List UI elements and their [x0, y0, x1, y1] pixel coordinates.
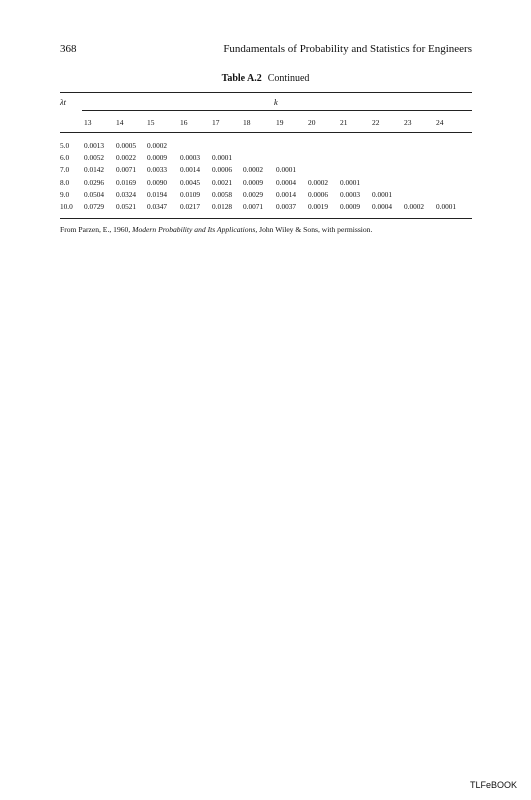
footnote-book-title: Modern Probability and Its Applications [132, 225, 256, 234]
probability-cell: 0.0002 [243, 165, 264, 175]
column-header-k: 24 [436, 118, 444, 127]
table-top-rule [60, 92, 472, 93]
probability-cell: 0.0002 [147, 141, 168, 150]
probability-cell: 0.0296 [84, 177, 105, 187]
probability-cell: 0.0001 [212, 153, 233, 163]
probability-cell: 0.0029 [243, 189, 264, 199]
probability-cell: 0.0009 [340, 202, 361, 211]
column-header-k: 15 [147, 118, 155, 127]
probability-cell: 0.0090 [147, 177, 168, 187]
probability-cell: 0.0052 [84, 153, 105, 163]
footnote-prefix: From Parzen, E., 1960, [60, 225, 133, 234]
column-header-k: 22 [372, 118, 380, 127]
column-header-k: 16 [180, 118, 188, 127]
row-header-label: λt [60, 97, 67, 107]
column-header-k: 23 [404, 118, 412, 127]
table-bottom-rule [60, 218, 472, 219]
probability-cell: 0.0521 [116, 202, 137, 211]
running-head: Fundamentals of Probability and Statistics for Engineers [223, 43, 472, 55]
source-footnote [60, 225, 372, 234]
table-caption [0, 73, 531, 84]
probability-cell: 0.0217 [180, 202, 201, 211]
probability-cell: 0.0045 [180, 177, 201, 187]
probability-cell: 0.0004 [372, 202, 393, 211]
footnote-suffix: , John Wiley & Sons, with permission. [255, 225, 373, 234]
probability-cell: 0.0033 [147, 165, 168, 175]
row-lambda-value: 8.0 [60, 177, 70, 187]
probability-cell: 0.0003 [340, 189, 361, 199]
row-lambda-value: 7.0 [60, 165, 70, 175]
page-number: 368 [60, 43, 77, 55]
probability-cell: 0.0071 [243, 202, 264, 211]
row-lambda-value: 10.0 [60, 202, 73, 211]
probability-cell: 0.0729 [84, 202, 105, 211]
column-header-k: 18 [243, 118, 251, 127]
probability-cell: 0.0169 [116, 177, 137, 187]
probability-cell: 0.0009 [243, 177, 264, 187]
column-header-k: 21 [340, 118, 348, 127]
column-group-label: k [274, 97, 278, 107]
probability-cell: 0.0142 [84, 165, 105, 175]
table-continuation: Continued [267, 73, 310, 84]
probability-cell: 0.0001 [372, 189, 393, 199]
row-lambda-value: 6.0 [60, 153, 70, 163]
row-lambda-value: 9.0 [60, 189, 70, 199]
probability-cell: 0.0014 [276, 189, 297, 199]
probability-cell: 0.0006 [308, 189, 329, 199]
probability-cell: 0.0004 [276, 177, 297, 187]
probability-cell: 0.0128 [212, 202, 233, 211]
column-header-k: 19 [276, 118, 284, 127]
probability-cell: 0.0058 [212, 189, 233, 199]
table-label: Table A.2 [221, 73, 262, 84]
probability-cell: 0.0003 [180, 153, 201, 163]
probability-cell: 0.0013 [84, 141, 105, 150]
column-group-rule [82, 110, 472, 111]
header-bottom-rule [60, 132, 472, 133]
probability-cell: 0.0005 [116, 141, 137, 150]
probability-cell: 0.0006 [212, 165, 233, 175]
column-header-k: 14 [116, 118, 124, 127]
probability-cell: 0.0347 [147, 202, 168, 211]
probability-cell: 0.0019 [308, 202, 329, 211]
column-header-k: 20 [308, 118, 316, 127]
column-header-k: 13 [84, 118, 92, 127]
probability-cell: 0.0324 [116, 189, 137, 199]
watermark: TLFeBOOK [469, 780, 517, 790]
column-header-k: 17 [212, 118, 220, 127]
probability-cell: 0.0504 [84, 189, 105, 199]
probability-cell: 0.0037 [276, 202, 297, 211]
probability-cell: 0.0022 [116, 153, 137, 163]
probability-cell: 0.0021 [212, 177, 233, 187]
probability-cell: 0.0002 [308, 177, 329, 187]
probability-cell: 0.0014 [180, 165, 201, 175]
probability-cell: 0.0001 [340, 177, 361, 187]
probability-cell: 0.0009 [147, 153, 168, 163]
probability-cell: 0.0071 [116, 165, 137, 175]
probability-cell: 0.0002 [404, 202, 425, 211]
probability-cell: 0.0194 [147, 189, 168, 199]
row-lambda-value: 5.0 [60, 141, 70, 150]
probability-cell: 0.0001 [436, 202, 457, 211]
probability-cell: 0.0001 [276, 165, 297, 175]
probability-cell: 0.0109 [180, 189, 201, 199]
